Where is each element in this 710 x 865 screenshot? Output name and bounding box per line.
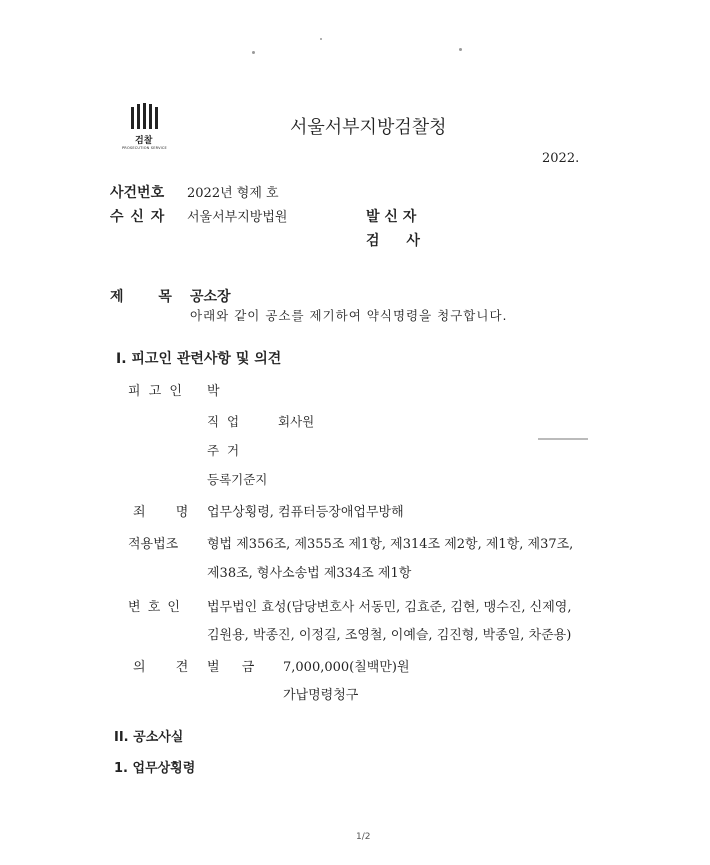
fine-value: 7,000,000(칠백만)원: [283, 660, 410, 675]
subject-body: 아래와 같이 공소를 제기하여 약식명령을 청구합니다.: [190, 308, 508, 323]
prosecutor-label: 검 사: [366, 233, 420, 249]
sender-label: 발 신 자: [366, 209, 417, 225]
law-line-1: 형법 제356조, 제355조 제1항, 제314조 제2항, 제1항, 제37조,: [207, 537, 574, 552]
case-number-value: 2022년 형제 호: [187, 186, 279, 201]
lawyer-label: 변 호 인: [128, 600, 180, 615]
redaction-mark: [538, 438, 588, 440]
lawyer-line-2: 김원용, 박종진, 이정길, 조영철, 이예슬, 김진형, 박종일, 차준용): [207, 628, 572, 643]
logo-text: 검찰: [135, 136, 153, 146]
job-value: 회사원: [278, 414, 315, 429]
section-2-title: II. 공소사실: [114, 730, 184, 745]
subject-value: 공소장: [190, 289, 231, 305]
defendant-value: 박: [207, 384, 220, 399]
law-line-2: 제38조, 형사소송법 제334조 제1항: [207, 566, 412, 581]
lawyer-line-1: 법무법인 효성(담당변호사 서동민, 김효준, 김현, 맹수진, 신제영,: [207, 600, 572, 615]
opinion-label: 의 견: [133, 660, 189, 675]
prosecution-logo: [108, 103, 168, 150]
address-label: 주 거: [207, 443, 240, 458]
charge-value: 업무상횡령, 컴퓨터등장애업무방해: [207, 505, 404, 520]
scan-dot: [459, 48, 462, 51]
job-label: 직 업: [207, 414, 240, 429]
defendant-label: 피 고 인: [128, 384, 182, 399]
scan-dot: [252, 51, 255, 54]
order-value: 가납명령청구: [283, 688, 359, 703]
registry-label: 등록기준지: [207, 472, 268, 487]
scan-dot: [320, 38, 322, 40]
recipient-label: 수 신 자: [110, 209, 165, 225]
recipient-value: 서울서부지방법원: [187, 210, 288, 225]
page-number: 1/2: [356, 832, 371, 842]
fine-label: 벌 금: [207, 660, 255, 675]
document-date: 2022.: [542, 151, 580, 166]
section-1-title: I. 피고인 관련사항 및 의견: [116, 351, 282, 367]
prosecution-emblem-icon: [130, 103, 190, 131]
section-2-item-1: 1. 업무상횡령: [114, 761, 196, 776]
law-label: 적용법조: [128, 537, 179, 552]
logo-subtext: PROSECUTION SERVICE: [122, 146, 167, 150]
charge-label: 죄 명: [133, 505, 189, 520]
subject-label: 제 목: [110, 289, 172, 305]
office-title: 서울서부지방검찰청: [290, 117, 447, 138]
case-number-label: 사건번호: [110, 185, 165, 201]
